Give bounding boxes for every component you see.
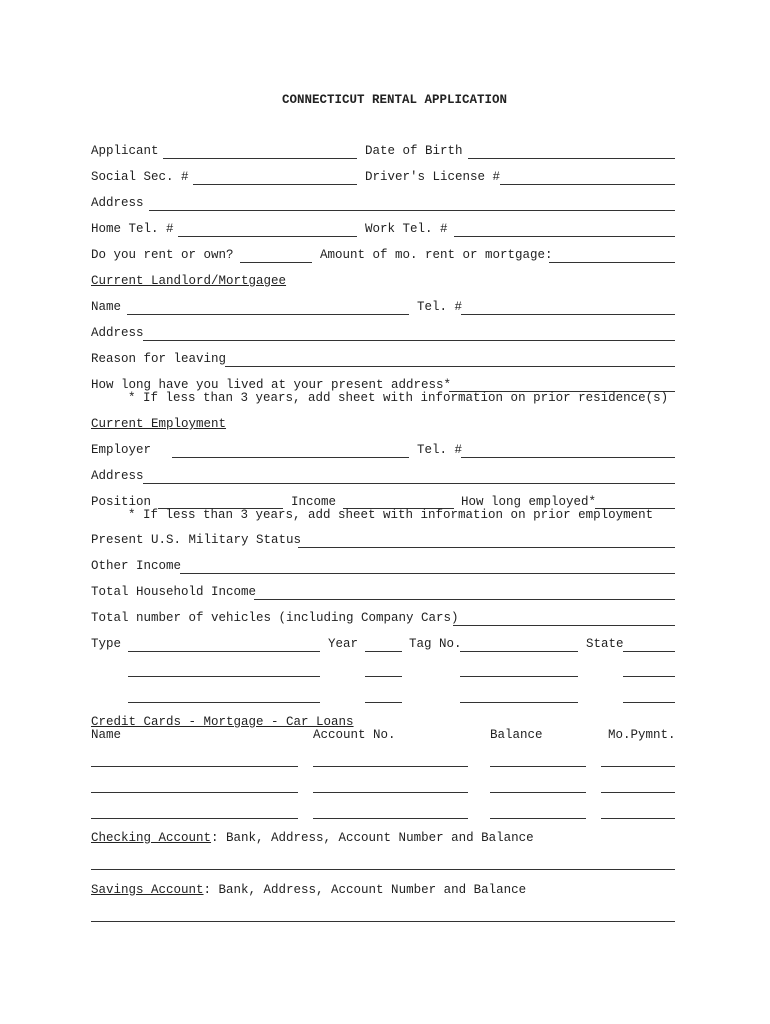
credit-payment-field[interactable] <box>601 766 675 767</box>
applicant-label: Applicant <box>91 144 159 158</box>
ssn-field[interactable] <box>193 184 357 185</box>
vehicles-total-label: Total number of vehicles (including Company Cars) <box>91 611 459 625</box>
vehicle-tag-field[interactable] <box>460 702 578 703</box>
savings-account-line <box>91 883 526 897</box>
residence-duration-label: How long have you lived at your present address* <box>91 378 452 392</box>
credit-account-field[interactable] <box>313 818 468 819</box>
employer-label: Employer <box>91 443 152 457</box>
savings-account-field[interactable] <box>91 921 675 922</box>
credit-col-balance: Balance <box>490 728 543 742</box>
rent-own-label: Do you rent or own? <box>91 248 234 262</box>
credit-account-field[interactable] <box>313 792 468 793</box>
savings-heading: Savings Account <box>91 883 204 897</box>
position-label: Position <box>91 495 152 509</box>
home-tel-label: Home Tel. # <box>91 222 174 236</box>
ssn-label: Social Sec. # <box>91 170 189 184</box>
checking-account-field[interactable] <box>91 869 675 870</box>
landlord-tel-field[interactable] <box>461 314 675 315</box>
credit-heading: Credit Cards - Mortgage - Car Loans <box>91 715 354 729</box>
vehicle-type-field[interactable] <box>128 702 320 703</box>
vehicle-state-label: State <box>586 637 624 651</box>
credit-name-field[interactable] <box>91 818 298 819</box>
employer-address-label: Address <box>91 469 144 483</box>
vehicle-tag-field[interactable] <box>460 676 578 677</box>
rent-amount-label: Amount of mo. rent or mortgage: <box>320 248 553 262</box>
military-status-field[interactable] <box>298 547 675 548</box>
vehicle-year-field[interactable] <box>365 702 402 703</box>
credit-payment-field[interactable] <box>601 818 675 819</box>
credit-balance-field[interactable] <box>490 792 586 793</box>
address-label: Address <box>91 196 144 210</box>
credit-name-field[interactable] <box>91 792 298 793</box>
employment-note: * If less than 3 years, add sheet with information on prior employment <box>128 508 654 522</box>
savings-text: : Bank, Address, Account Number and Balance <box>203 883 527 897</box>
landlord-name-field[interactable] <box>127 314 409 315</box>
employer-tel-field[interactable] <box>461 457 675 458</box>
other-income-field[interactable] <box>180 573 675 574</box>
vehicle-tag-label: Tag No. <box>409 637 462 651</box>
other-income-label: Other Income <box>91 559 182 573</box>
employment-duration-label: How long employed* <box>461 495 597 509</box>
landlord-name-label: Name <box>91 300 122 314</box>
rent-amount-field[interactable] <box>549 262 675 263</box>
landlord-tel-label: Tel. # <box>417 300 463 314</box>
vehicle-type-field[interactable] <box>128 651 320 652</box>
vehicle-state-field[interactable] <box>623 676 675 677</box>
applicant-field[interactable] <box>163 158 357 159</box>
license-label: Driver's License # <box>365 170 501 184</box>
landlord-heading: Current Landlord/Mortgagee <box>91 274 287 288</box>
household-income-field[interactable] <box>254 599 675 600</box>
vehicle-year-field[interactable] <box>365 651 402 652</box>
vehicle-state-field[interactable] <box>623 651 675 652</box>
employer-address-field[interactable] <box>143 483 675 484</box>
license-field[interactable] <box>500 184 675 185</box>
vehicle-tag-field[interactable] <box>460 651 578 652</box>
dob-field[interactable] <box>468 158 675 159</box>
landlord-address-field[interactable] <box>143 340 675 341</box>
dob-label: Date of Birth <box>365 144 463 158</box>
checking-text: : Bank, Address, Account Number and Balance <box>211 831 534 845</box>
credit-col-name: Name <box>91 728 122 742</box>
reason-leaving-label: Reason for leaving <box>91 352 227 366</box>
reason-leaving-field[interactable] <box>225 366 675 367</box>
credit-balance-field[interactable] <box>490 818 586 819</box>
income-label: Income <box>291 495 337 509</box>
vehicle-type-label: Type <box>91 637 122 651</box>
work-tel-label: Work Tel. # <box>365 222 448 236</box>
employment-heading: Current Employment <box>91 417 227 431</box>
work-tel-field[interactable] <box>454 236 675 237</box>
rent-own-field[interactable] <box>240 262 312 263</box>
credit-payment-field[interactable] <box>601 792 675 793</box>
residence-note: * If less than 3 years, add sheet with information on prior residence(s) <box>128 391 669 405</box>
employer-tel-label: Tel. # <box>417 443 463 457</box>
checking-heading: Checking Account <box>91 831 212 845</box>
vehicle-type-field[interactable] <box>128 676 320 677</box>
employer-field[interactable] <box>172 457 409 458</box>
vehicle-year-field[interactable] <box>365 676 402 677</box>
household-income-label: Total Household Income <box>91 585 257 599</box>
vehicle-state-field[interactable] <box>623 702 675 703</box>
landlord-address-label: Address <box>91 326 144 340</box>
address-field[interactable] <box>149 210 675 211</box>
credit-col-payment: Mo.Pymnt. <box>608 728 676 742</box>
page-title: CONNECTICUT RENTAL APPLICATION <box>282 93 508 107</box>
credit-name-field[interactable] <box>91 766 298 767</box>
vehicle-year-label: Year <box>328 637 359 651</box>
checking-account-line <box>91 831 534 845</box>
credit-account-field[interactable] <box>313 766 468 767</box>
vehicles-total-field[interactable] <box>453 625 675 626</box>
credit-col-account: Account No. <box>313 728 396 742</box>
military-status-label: Present U.S. Military Status <box>91 533 302 547</box>
home-tel-field[interactable] <box>178 236 357 237</box>
credit-balance-field[interactable] <box>490 766 586 767</box>
